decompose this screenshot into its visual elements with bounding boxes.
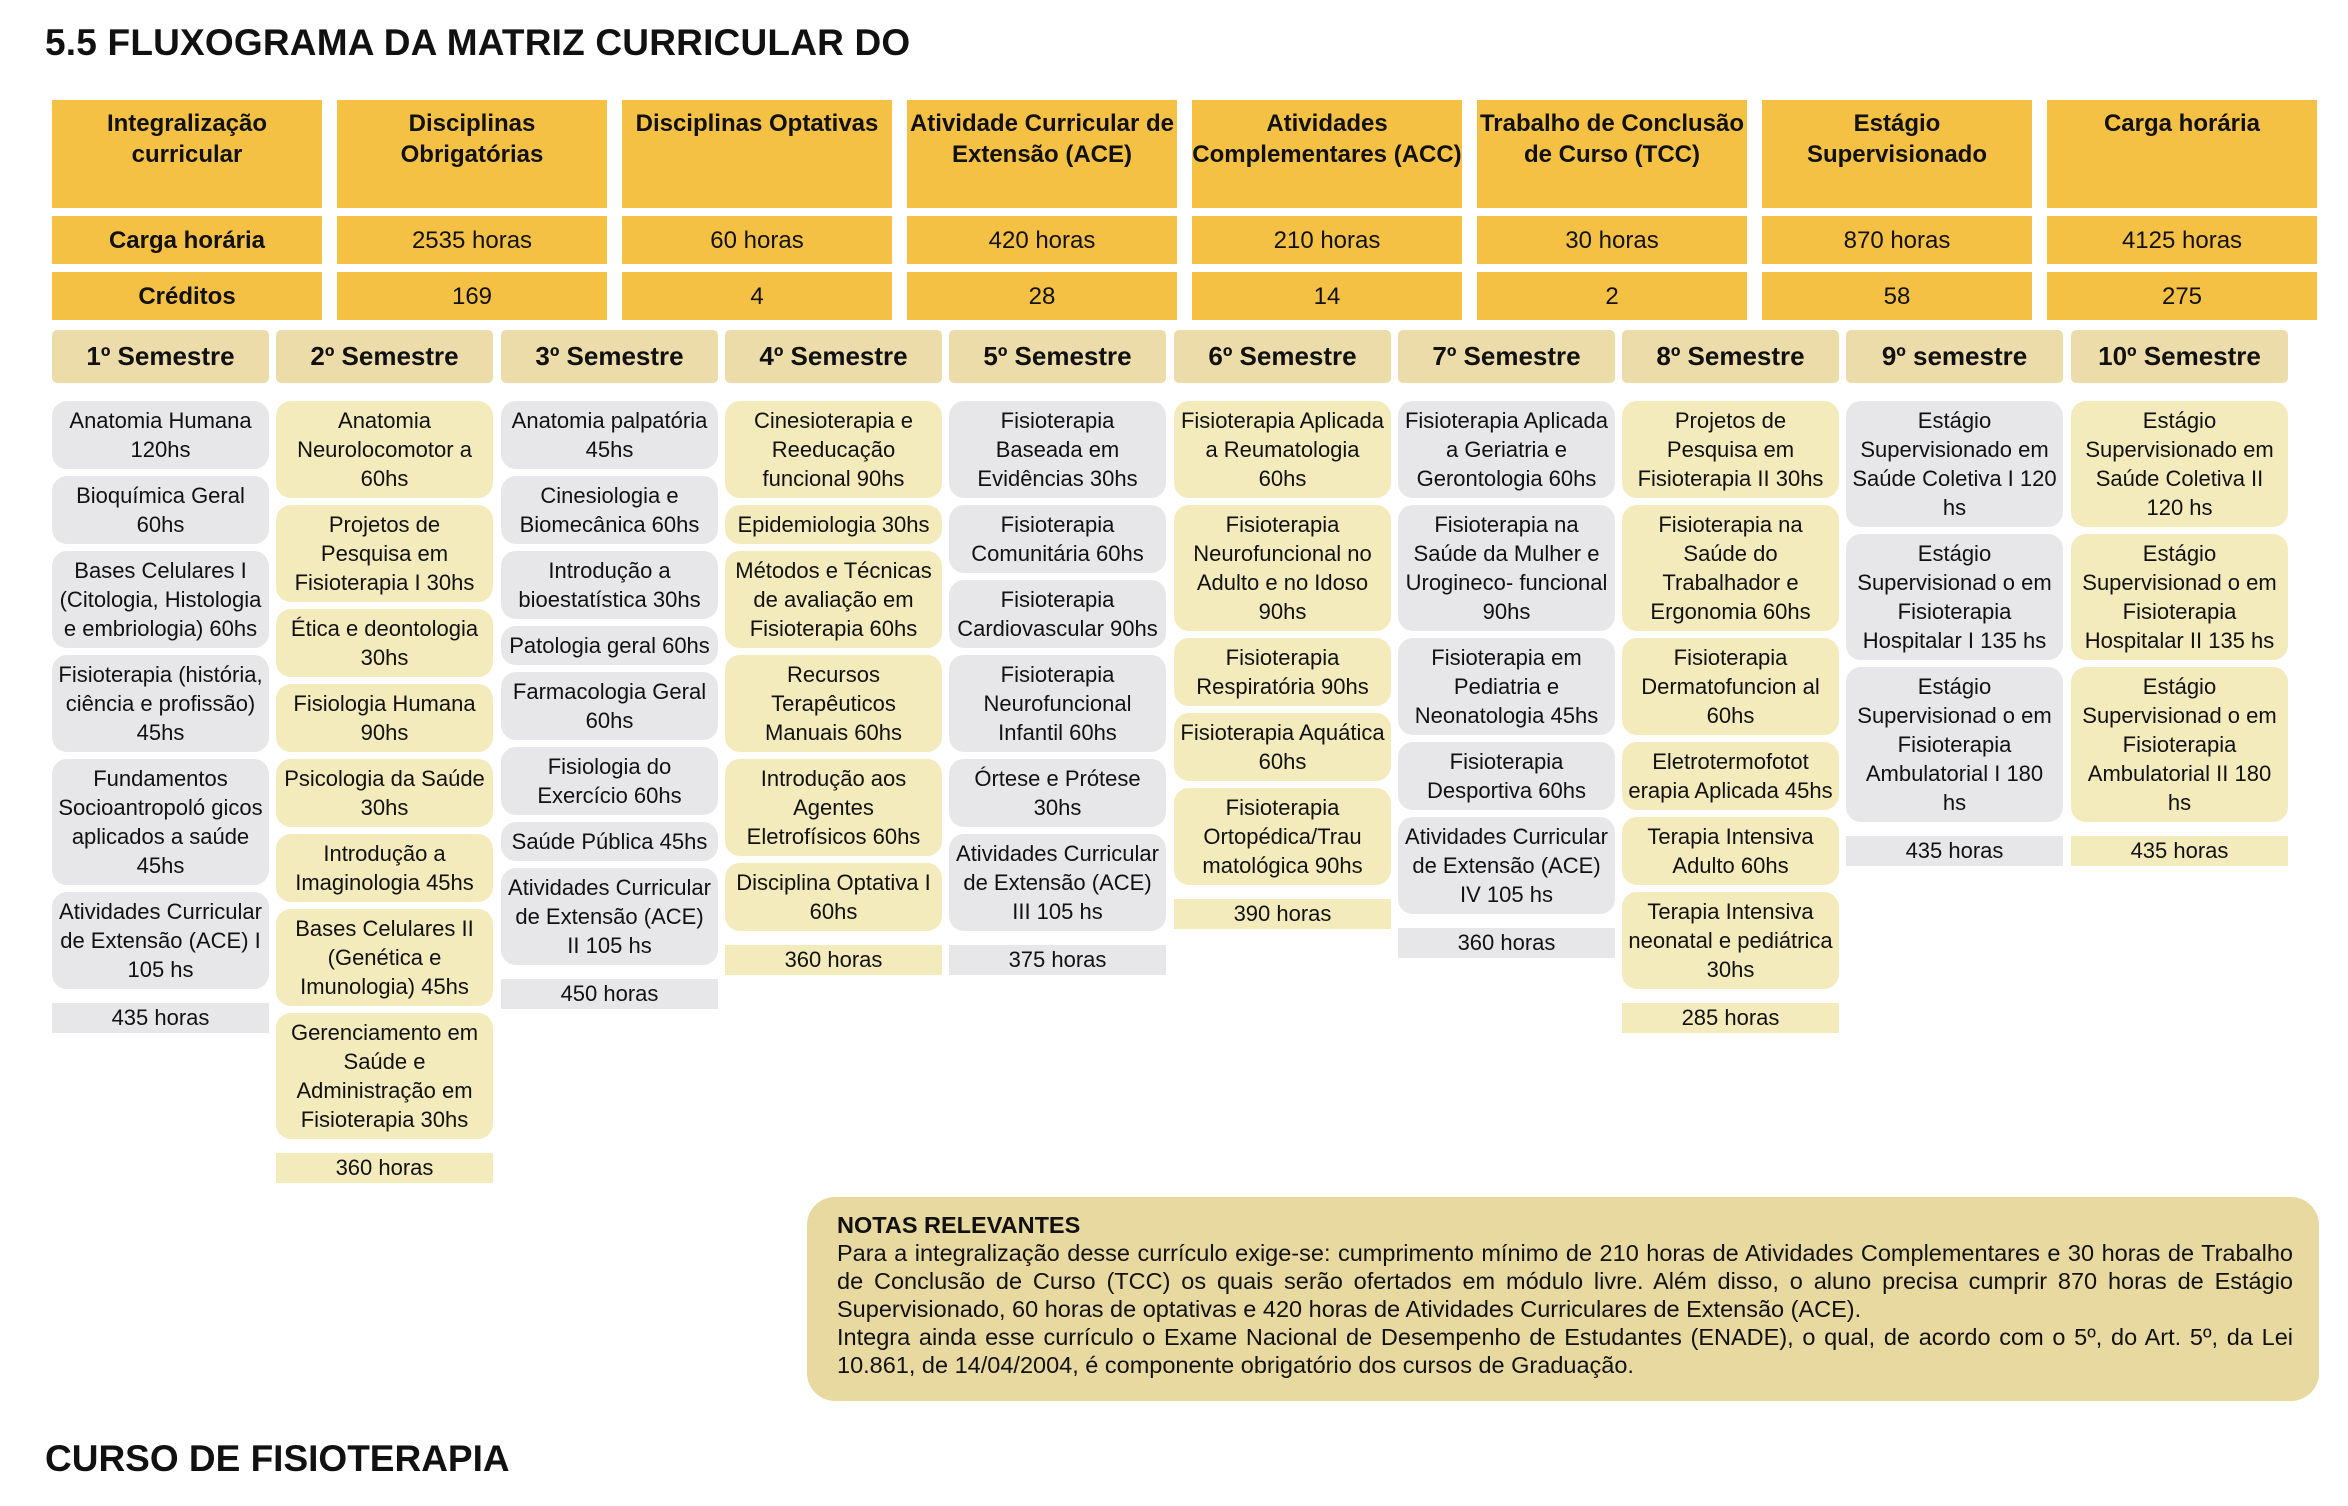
- course-box: Terapia Intensiva neonatal e pediátrica 30hs: [1622, 892, 1839, 989]
- course-box: Métodos e Técnicas de avaliação em Fisioterapia 60hs: [725, 551, 942, 648]
- semester-header: 9º semestre: [1846, 330, 2063, 383]
- semester-total: 435 horas: [2071, 836, 2288, 866]
- course-box: Fisioterapia Cardiovascular 90hs: [949, 580, 1166, 648]
- course-box: Anatomia palpatória 45hs: [501, 401, 718, 469]
- course-box: Recursos Terapêuticos Manuais 60hs: [725, 655, 942, 752]
- course-box: Fisioterapia Neurofuncional no Adulto e no Idoso 90hs: [1174, 505, 1391, 631]
- summary-value-cell: 14: [1192, 272, 1462, 320]
- course-box: Patologia geral 60hs: [501, 626, 718, 665]
- course-box: Gerenciamento em Saúde e Administração em Fisioterapia 30hs: [276, 1013, 493, 1139]
- course-box: Atividades Curricular de Extensão (ACE) III 105 hs: [949, 834, 1166, 931]
- course-box: Anatomia Humana 120hs: [52, 401, 269, 469]
- semester-total: 435 horas: [1846, 836, 2063, 866]
- semester-total: 285 horas: [1622, 1003, 1839, 1033]
- semester-column: [2071, 330, 2288, 866]
- course-box: Fisioterapia Aplicada a Geriatria e Gerontologia 60hs: [1398, 401, 1615, 498]
- semester-column: [1622, 330, 1839, 1033]
- course-box: Estágio Supervisionad o em Fisioterapia Hospitalar I 135 hs: [1846, 534, 2063, 660]
- course-box: Fisioterapia Dermatofuncion al 60hs: [1622, 638, 1839, 735]
- summary-value-cell: 4125 horas: [2047, 216, 2317, 264]
- course-box: Psicologia da Saúde 30hs: [276, 759, 493, 827]
- course-box: Cinesioterapia e Reeducação funcional 90hs: [725, 401, 942, 498]
- course-box: Fisioterapia Aquática 60hs: [1174, 713, 1391, 781]
- summary-header-cell: Atividades Complementares (ACC): [1192, 100, 1462, 208]
- semester-column: [1398, 330, 1615, 958]
- summary-header-cell: Atividade Curricular de Extensão (ACE): [907, 100, 1177, 208]
- course-box: Fisioterapia Neurofuncional Infantil 60hs: [949, 655, 1166, 752]
- summary-header-cell: Integralização curricular: [52, 100, 322, 208]
- semester-total: 360 horas: [276, 1153, 493, 1183]
- summary-value-cell: 2535 horas: [337, 216, 607, 264]
- summary-creditos-row: [52, 272, 2317, 320]
- semester-total: 360 horas: [725, 945, 942, 975]
- semester-total: 375 horas: [949, 945, 1166, 975]
- semester-header: 5º Semestre: [949, 330, 1166, 383]
- course-box: Epidemiologia 30hs: [725, 505, 942, 544]
- notes-paragraph: Para a integralização desse currículo exige-se: cumprimento mínimo de 210 horas de Atividades Complementares e 30 horas de Trabalho de Conclusão de Curso (TCC) os quais serão ofertados em módulo livre. Além disso, o aluno precisa cumprir 870 horas de Estágio Supervisionado, 60 horas de optativas e 420 horas de Atividades Curriculares de Extensão (ACE).: [837, 1240, 2293, 1322]
- semester-column: [725, 330, 942, 975]
- semester-header: 2º Semestre: [276, 330, 493, 383]
- semester-header: 1º Semestre: [52, 330, 269, 383]
- course-box: Estágio Supervisionad o em Fisioterapia Hospitalar II 135 hs: [2071, 534, 2288, 660]
- summary-value-cell: 4: [622, 272, 892, 320]
- semester-total: 390 horas: [1174, 899, 1391, 929]
- summary-header-cell: Trabalho de Conclusão de Curso (TCC): [1477, 100, 1747, 208]
- course-box: Fundamentos Socioantropoló gicos aplicados a saúde 45hs: [52, 759, 269, 885]
- course-box: Cinesiologia e Biomecânica 60hs: [501, 476, 718, 544]
- course-box: Eletrotermofotot erapia Aplicada 45hs: [1622, 742, 1839, 810]
- course-box: Fisioterapia Respiratória 90hs: [1174, 638, 1391, 706]
- summary-header-cell: Disciplinas Obrigatórias: [337, 100, 607, 208]
- course-box: Introdução a bioestatística 30hs: [501, 551, 718, 619]
- summary-value-cell: 2: [1477, 272, 1747, 320]
- summary-table: [52, 100, 2317, 328]
- summary-header-row: [52, 100, 2317, 208]
- course-box: Terapia Intensiva Adulto 60hs: [1622, 817, 1839, 885]
- summary-value-cell: 169: [337, 272, 607, 320]
- course-box: Saúde Pública 45hs: [501, 822, 718, 861]
- course-box: Introdução a Imaginologia 45hs: [276, 834, 493, 902]
- page-title: 5.5 FLUXOGRAMA DA MATRIZ CURRICULAR DO: [45, 22, 911, 63]
- notes-box: [807, 1197, 2319, 1401]
- course-box: Fisioterapia (história, ciência e profissão) 45hs: [52, 655, 269, 752]
- course-box: Órtese e Prótese 30hs: [949, 759, 1166, 827]
- semester-header: 3º Semestre: [501, 330, 718, 383]
- semester-total: 435 horas: [52, 1003, 269, 1033]
- semester-header: 8º Semestre: [1622, 330, 1839, 383]
- summary-value-cell: 58: [1762, 272, 2032, 320]
- semester-column: [501, 330, 718, 1009]
- summary-carga-row: [52, 216, 2317, 264]
- semester-total: 450 horas: [501, 979, 718, 1009]
- course-box: Bioquímica Geral 60hs: [52, 476, 269, 544]
- course-box: Fisioterapia Desportiva 60hs: [1398, 742, 1615, 810]
- semester-column: [276, 330, 493, 1183]
- summary-value-cell: 275: [2047, 272, 2317, 320]
- course-box: Atividades Curricular de Extensão (ACE) IV 105 hs: [1398, 817, 1615, 914]
- course-box: Fisioterapia Aplicada a Reumatologia 60hs: [1174, 401, 1391, 498]
- course-box: Projetos de Pesquisa em Fisioterapia I 30hs: [276, 505, 493, 602]
- semester-header: 4º Semestre: [725, 330, 942, 383]
- semester-header: 10º Semestre: [2071, 330, 2288, 383]
- semester-header: 6º Semestre: [1174, 330, 1391, 383]
- course-box: Fisioterapia Baseada em Evidências 30hs: [949, 401, 1166, 498]
- course-box: Fisioterapia na Saúde do Trabalhador e Ergonomia 60hs: [1622, 505, 1839, 631]
- summary-header-cell: Estágio Supervisionado: [1762, 100, 2032, 208]
- course-box: Bases Celulares I (Citologia, Histologia e embriologia) 60hs: [52, 551, 269, 648]
- course-box: Fisioterapia em Pediatria e Neonatologia 45hs: [1398, 638, 1615, 735]
- course-box: Fisioterapia Ortopédica/Trau matológica 90hs: [1174, 788, 1391, 885]
- semester-total: 360 horas: [1398, 928, 1615, 958]
- course-box: Atividades Curricular de Extensão (ACE) II 105 hs: [501, 868, 718, 965]
- course-box: Bases Celulares II (Genética e Imunologia) 45hs: [276, 909, 493, 1006]
- summary-header-cell: Disciplinas Optativas: [622, 100, 892, 208]
- semester-column: [949, 330, 1166, 975]
- summary-value-cell: 60 horas: [622, 216, 892, 264]
- summary-value-cell: 420 horas: [907, 216, 1177, 264]
- course-box: Anatomia Neurolocomotor a 60hs: [276, 401, 493, 498]
- semester-column: [52, 330, 269, 1033]
- page-subtitle: CURSO DE FISIOTERAPIA: [45, 1438, 510, 1479]
- course-box: Disciplina Optativa I 60hs: [725, 863, 942, 931]
- summary-row-label: Créditos: [52, 272, 322, 320]
- semester-column: [1846, 330, 2063, 866]
- course-box: Estágio Supervisionad o em Fisioterapia Ambulatorial I 180 hs: [1846, 667, 2063, 822]
- course-box: Fisioterapia na Saúde da Mulher e Urogineco- funcional 90hs: [1398, 505, 1615, 631]
- notes-title: NOTAS RELEVANTES: [837, 1212, 1081, 1238]
- course-box: Fisioterapia Comunitária 60hs: [949, 505, 1166, 573]
- course-box: Introdução aos Agentes Eletrofísicos 60hs: [725, 759, 942, 856]
- notes-paragraph: Integra ainda esse currículo o Exame Nacional de Desempenho de Estudantes (ENADE), o qual, de acordo com o 5º, do Art. 5º, da Lei 10.861, de 14/04/2004, é componente obrigatório dos cursos de Graduação.: [837, 1324, 2293, 1378]
- summary-header-cell: Carga horária: [2047, 100, 2317, 208]
- summary-value-cell: 30 horas: [1477, 216, 1747, 264]
- semester-header: 7º Semestre: [1398, 330, 1615, 383]
- course-box: Estágio Supervisionad o em Fisioterapia Ambulatorial II 180 hs: [2071, 667, 2288, 822]
- course-box: Estágio Supervisionado em Saúde Coletiva I 120 hs: [1846, 401, 2063, 527]
- summary-value-cell: 870 horas: [1762, 216, 2032, 264]
- course-box: Estágio Supervisionado em Saúde Coletiva II 120 hs: [2071, 401, 2288, 527]
- course-box: Fisiologia Humana 90hs: [276, 684, 493, 752]
- course-box: Projetos de Pesquisa em Fisioterapia II 30hs: [1622, 401, 1839, 498]
- semester-column: [1174, 330, 1391, 929]
- course-box: Atividades Curricular de Extensão (ACE) I 105 hs: [52, 892, 269, 989]
- summary-value-cell: 210 horas: [1192, 216, 1462, 264]
- summary-row-label: Carga horária: [52, 216, 322, 264]
- course-box: Farmacologia Geral 60hs: [501, 672, 718, 740]
- summary-value-cell: 28: [907, 272, 1177, 320]
- course-box: Fisiologia do Exercício 60hs: [501, 747, 718, 815]
- course-box: Ética e deontologia 30hs: [276, 609, 493, 677]
